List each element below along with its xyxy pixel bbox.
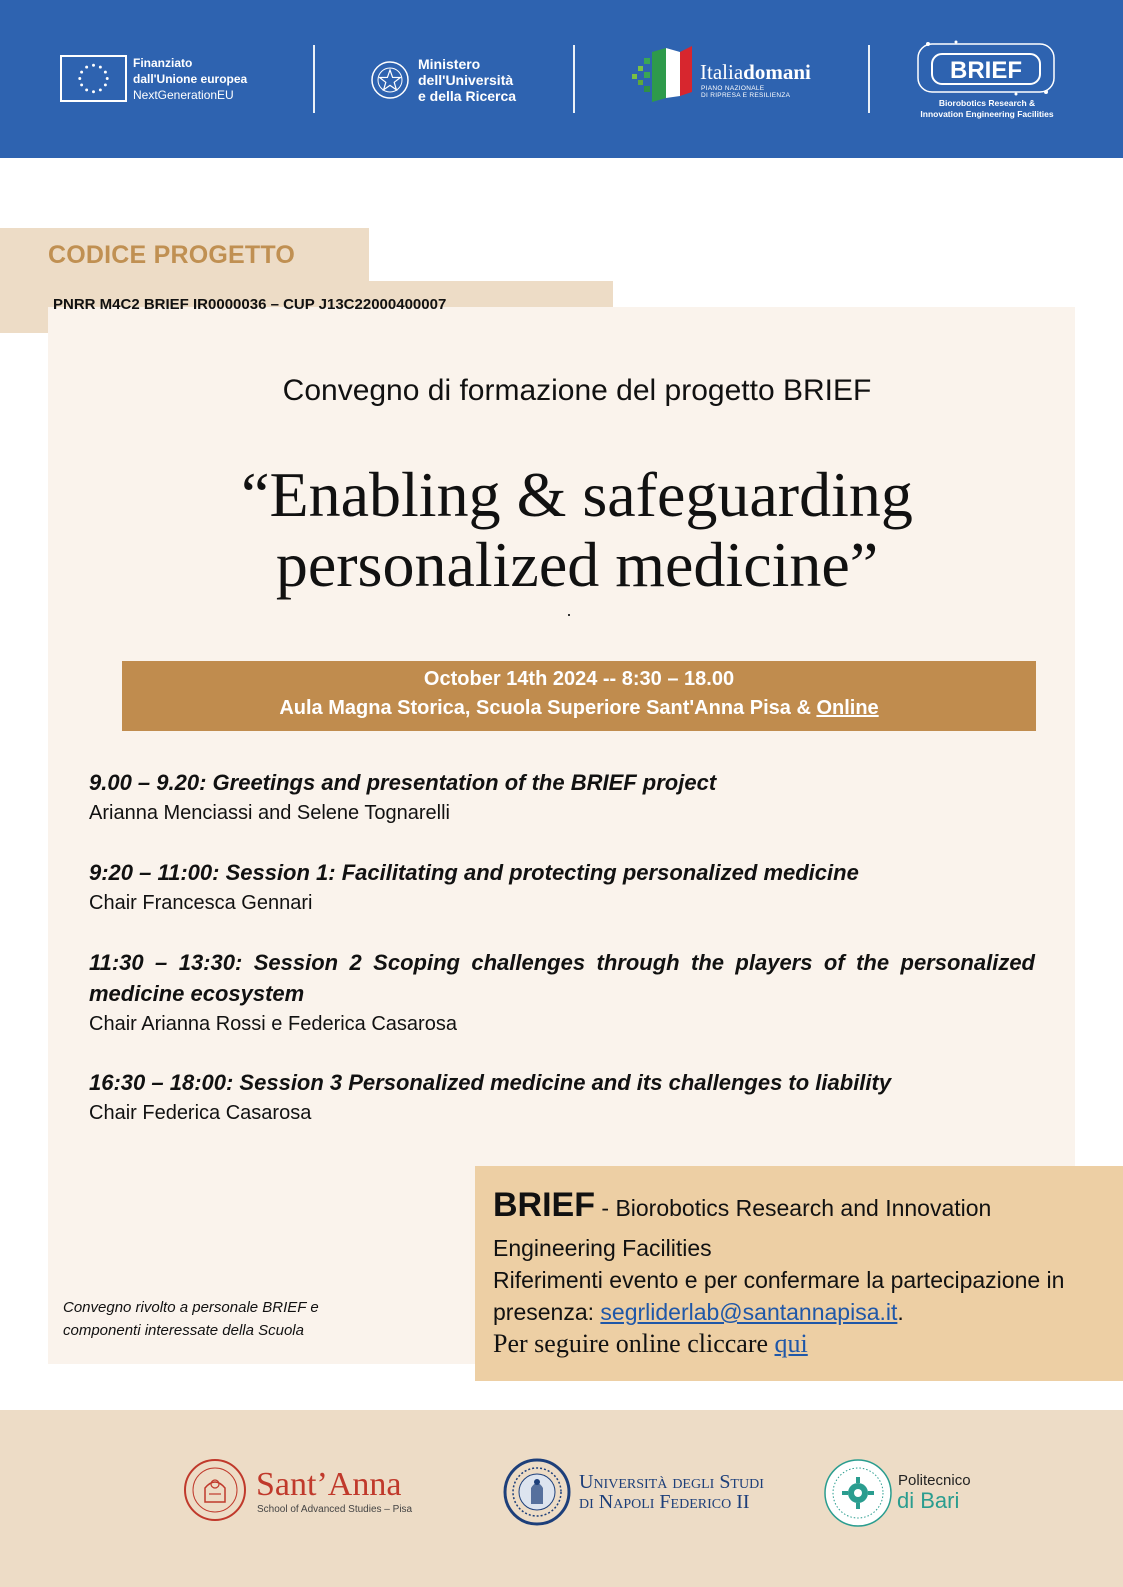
- italiadomani-sub-2: DI RIPRESA E RESILIENZA: [701, 92, 791, 99]
- program-chair: Chair Arianna Rossi e Federica Casarosa: [89, 1013, 457, 1035]
- ministry-line-2: dell'Università: [418, 72, 514, 88]
- info-line-4: [493, 1296, 904, 1328]
- program-chair: Chair Francesca Gennari: [89, 892, 313, 914]
- italiadomani-flag-icon: [628, 44, 696, 102]
- santanna-subtitle: School of Advanced Studies – Pisa: [257, 1504, 413, 1515]
- audience-note: [63, 1296, 319, 1342]
- event-title-line-1: “Enabling & safeguarding: [241, 459, 913, 530]
- program-item: [89, 857, 1035, 918]
- info-line-4-prefix: presenza:: [493, 1299, 601, 1325]
- eu-line-1: Finanziato: [133, 56, 193, 70]
- federico-line-1: Università degli Studi: [579, 1471, 764, 1493]
- program-item: [89, 947, 1035, 1039]
- ministry-line-3: e della Ricerca: [418, 88, 517, 104]
- program-item: [89, 1067, 1035, 1128]
- brief-logo: [916, 38, 1058, 98]
- event-title: [48, 460, 1106, 600]
- federico-ii-seal-icon: [503, 1458, 571, 1526]
- audience-note-line-2: componenti interessate della Scuola: [63, 1322, 304, 1339]
- stray-dot: [568, 614, 570, 616]
- header-divider: [573, 45, 575, 113]
- program-heading: 16:30 – 18:00: Session 3 Personalized medicine and its challenges to liability: [89, 1070, 892, 1095]
- event-date: October 14th 2024 -- 8:30 – 18.00: [423, 668, 735, 690]
- event-venue-text: Aula Magna Storica, Scuola Superiore Sant'Anna Pisa &: [279, 697, 817, 719]
- event-subtitle: Convegno di formazione del progetto BRIEF: [282, 374, 872, 407]
- info-brand: BRIEF: [493, 1186, 595, 1224]
- politecnico-bari-line-1: Politecnico: [898, 1472, 971, 1489]
- info-brand-rest: - Biorobotics Research and Innovation: [595, 1195, 992, 1221]
- header-divider: [313, 45, 315, 113]
- santanna-name: Sant’Anna: [256, 1466, 402, 1503]
- header-divider: [868, 45, 870, 113]
- event-venue: [122, 697, 1036, 720]
- date-venue-bar: [122, 661, 1036, 731]
- italian-republic-emblem-icon: [370, 58, 410, 102]
- info-line-5: [493, 1328, 808, 1360]
- ministry-text: [418, 56, 516, 104]
- info-line-2: Engineering Facilities: [493, 1235, 712, 1261]
- federico-line-2: di Napoli Federico II: [579, 1491, 750, 1513]
- program-heading: 11:30 – 13:30: Session 2 Scoping challenges through the players of the personalized medicine ecosystem: [89, 950, 1035, 1006]
- info-brand-line: [493, 1186, 991, 1225]
- eu-line-3: NextGenerationEU: [133, 88, 234, 102]
- eu-line-2: dall'Unione europea: [133, 72, 248, 86]
- brief-logo-subtitle: [902, 98, 1072, 120]
- event-title-line-2: personalized medicine”: [275, 529, 879, 600]
- info-line-4-suffix: .: [897, 1299, 904, 1325]
- eu-funding-text: [133, 55, 247, 103]
- federico-ii-name: [579, 1472, 764, 1512]
- info-line-3: Riferimenti evento e per confermare la partecipazione in: [493, 1267, 1065, 1293]
- italiadomani-word-light: Italia: [700, 60, 744, 84]
- program-chair: Chair Federica Casarosa: [89, 1102, 312, 1124]
- italiadomani-sub-1: PIANO NAZIONALE: [701, 85, 765, 92]
- program-heading: 9:20 – 11:00: Session 1: Facilitating and protecting personalized medicine: [89, 860, 859, 885]
- codice-progetto-label: CODICE PROGETTO: [48, 241, 296, 269]
- santanna-seal-icon: [183, 1458, 247, 1522]
- brief-sub-2: Innovation Engineering Facilities: [920, 109, 1054, 119]
- brief-logo-text: BRIEF: [950, 57, 1022, 84]
- info-line-5-prefix: Per seguire online cliccare: [493, 1329, 775, 1358]
- program-item: [89, 767, 1035, 828]
- codice-progetto-value: PNRR M4C2 BRIEF IR0000036 – CUP J13C22000400007: [53, 296, 447, 313]
- online-link[interactable]: Online: [816, 697, 879, 719]
- email-link[interactable]: segrliderlab@santannapisa.it: [600, 1299, 898, 1325]
- italiadomani-subtitle: [701, 85, 790, 99]
- politecnico-bari-line-2: di Bari: [897, 1488, 960, 1513]
- brief-sub-1: Biorobotics Research &: [938, 98, 1036, 108]
- ministry-line-1: Ministero: [418, 56, 481, 72]
- audience-note-line-1: Convegno rivolto a personale BRIEF e: [63, 1299, 319, 1316]
- italiadomani-wordmark: [700, 60, 811, 85]
- online-qui-link[interactable]: qui: [774, 1329, 808, 1358]
- eu-flag-icon: [60, 55, 127, 102]
- program-chair: Arianna Menciassi and Selene Tognarelli: [89, 802, 450, 824]
- program-heading: 9.00 – 9.20: Greetings and presentation of the BRIEF project: [89, 770, 717, 795]
- politecnico-bari-seal-icon: [823, 1458, 893, 1528]
- italiadomani-word-bold: domani: [743, 60, 811, 84]
